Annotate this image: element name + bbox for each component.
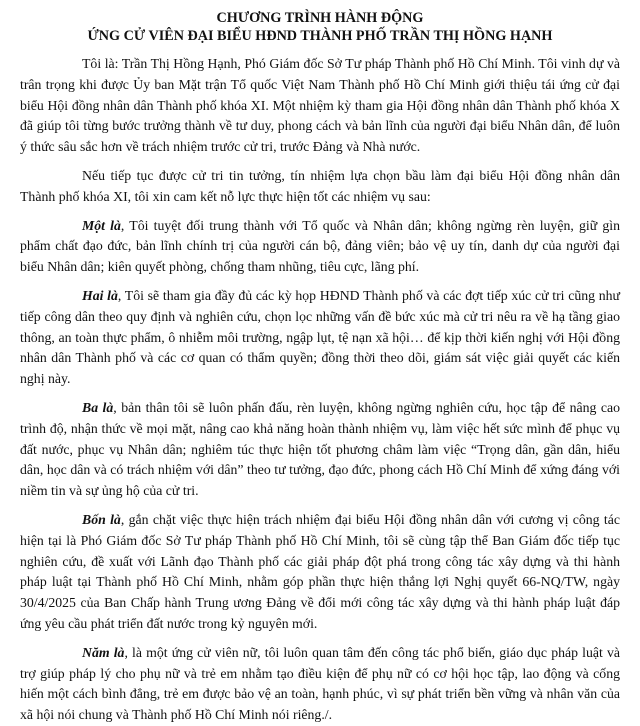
item-text: , gắn chặt việc thực hiện trách nhiệm đại biểu Hội đồng nhân dân với cương vị công tác hiện tại là Phó Giám đốc Sở Tư pháp Thành phố Hồ Chí Minh, tôi sẽ cùng tập thể Ban Giám đốc tiếp tục nghiên cứu, đề xuất với Lãnh đạo Thành phố các giải pháp đột phá trong công tác xây dựng và thi hành pháp luật tại Thành phố Hồ Chí Minh, nhằm góp phần thực hiện thắng lợi Nghị quyết 66-NQ/TW, ngày 30/4/2025 của Ban Chấp hành Trung ương Đảng về đổi mới công tác xây dựng và thi hành pháp luật đáp ứng yêu cầu phát triển đất nước trong kỷ nguyên mới. xyxy=(20,511,620,631)
intro-paragraph: Tôi là: Trần Thị Hồng Hạnh, Phó Giám đốc Sở Tư pháp Thành phố Hồ Chí Minh. Tôi vinh dự và trân trọng khi được Ủy ban Mặt trận Tổ quốc Việt Nam Thành phố Hồ Chí Minh giới thiệu tái ứng cử đại biểu Hội đồng nhân dân Thành phố khóa XI. Một nhiệm kỳ tham gia Hội đồng nhân dân Thành phố khóa X đã giúp tôi từng bước trưởng thành về tư duy, phong cách và bản lĩnh của người đại biểu Nhân dân, để luôn ý thức sâu sắc hơn về trách nhiệm trước cử tri, trước Đảng và Nhà nước. xyxy=(20,56,620,155)
commitment-paragraph: Nếu tiếp tục được cử tri tin tưởng, tín nhiệm lựa chọn bầu làm đại biểu Hội đồng nhân dân Thành phố khóa XI, tôi xin cam kết nỗ lực thực hiện tốt các nhiệm vụ sau: xyxy=(20,167,620,204)
item-lead: Ba là xyxy=(82,399,114,415)
document-header xyxy=(20,9,620,45)
item-text: , Tôi tuyệt đối trung thành với Tổ quốc và Nhân dân; không ngừng rèn luyện, giữ gìn phẩm chất đạo đức, bản lĩnh chính trị của người cán bộ, đảng viên; bảo vệ uy tín, danh dự của người đại biểu Nhân dân; kiên quyết phòng, chống tham nhũng, tiêu cực, lãng phí. xyxy=(20,217,620,275)
item-text: , bản thân tôi sẽ luôn phấn đấu, rèn luyện, không ngừng nghiên cứu, học tập để nâng cao trình độ, nhận thức về mọi mặt, nâng cao khả năng hoàn thành nhiệm vụ, làm việc hết sức mình để phục vụ đất nước, phục vụ Nhân dân; nghiêm túc thực hiện tốt phương châm làm việc “Trọng dân, gần dân, hiểu dân, học dân và có trách nhiệm với dân” theo tư tưởng, đạo đức, phong cách Hồ Chí Minh để xứng đáng với niềm tin và sự ủng hộ của cử tri. xyxy=(20,399,620,499)
item-lead: Một là xyxy=(82,217,121,233)
item-paragraph-3 xyxy=(20,398,620,502)
item-lead: Bốn là xyxy=(82,511,121,527)
item-text: , Tôi sẽ tham gia đầy đủ các kỳ họp HĐND Thành phố và các đợt tiếp xúc cử tri cũng như tiếp công dân theo quy định và nghiên cứu, chọn lọc những vấn đề bức xúc mà cử tri nêu ra về hạ tầng giao thông, an toàn thực phẩm, ô nhiễm môi trường, ngập lụt, tệ nạn xã hội… để kịp thời kiến nghị với Hội đồng nhân dân Thành phố và các cơ quan có thẩm quyền; đồng thời theo dõi, giám sát việc giải quyết các kiến nghị này. xyxy=(20,287,620,387)
item-text: , là một ứng cử viên nữ, tôi luôn quan tâm đến công tác phổ biến, giáo dục pháp luật và trợ giúp pháp lý cho phụ nữ và trẻ em nhằm tạo điều kiện để phụ nữ có cơ hội học tập, lao động và cống hiến một cách bình đẳng, trẻ em được bảo vệ an toàn, hạnh phúc, vì sự phát triển bền vững và nhân văn của xã hội nói chung và Thành phố Hồ Chí Minh nói riêng./. xyxy=(20,644,620,723)
item-paragraph-5 xyxy=(20,643,620,726)
item-lead: Năm là xyxy=(82,644,125,660)
item-paragraph-2 xyxy=(20,286,620,390)
item-paragraph-1 xyxy=(20,216,620,278)
document-subtitle: ỨNG CỬ VIÊN ĐẠI BIỂU HĐND THÀNH PHỐ TRẦN THỊ HỒNG HẠNH xyxy=(87,28,553,44)
item-paragraph-4 xyxy=(20,510,620,635)
document-title: CHƯƠNG TRÌNH HÀNH ĐỘNG xyxy=(216,10,424,26)
item-lead: Hai là xyxy=(82,287,118,303)
